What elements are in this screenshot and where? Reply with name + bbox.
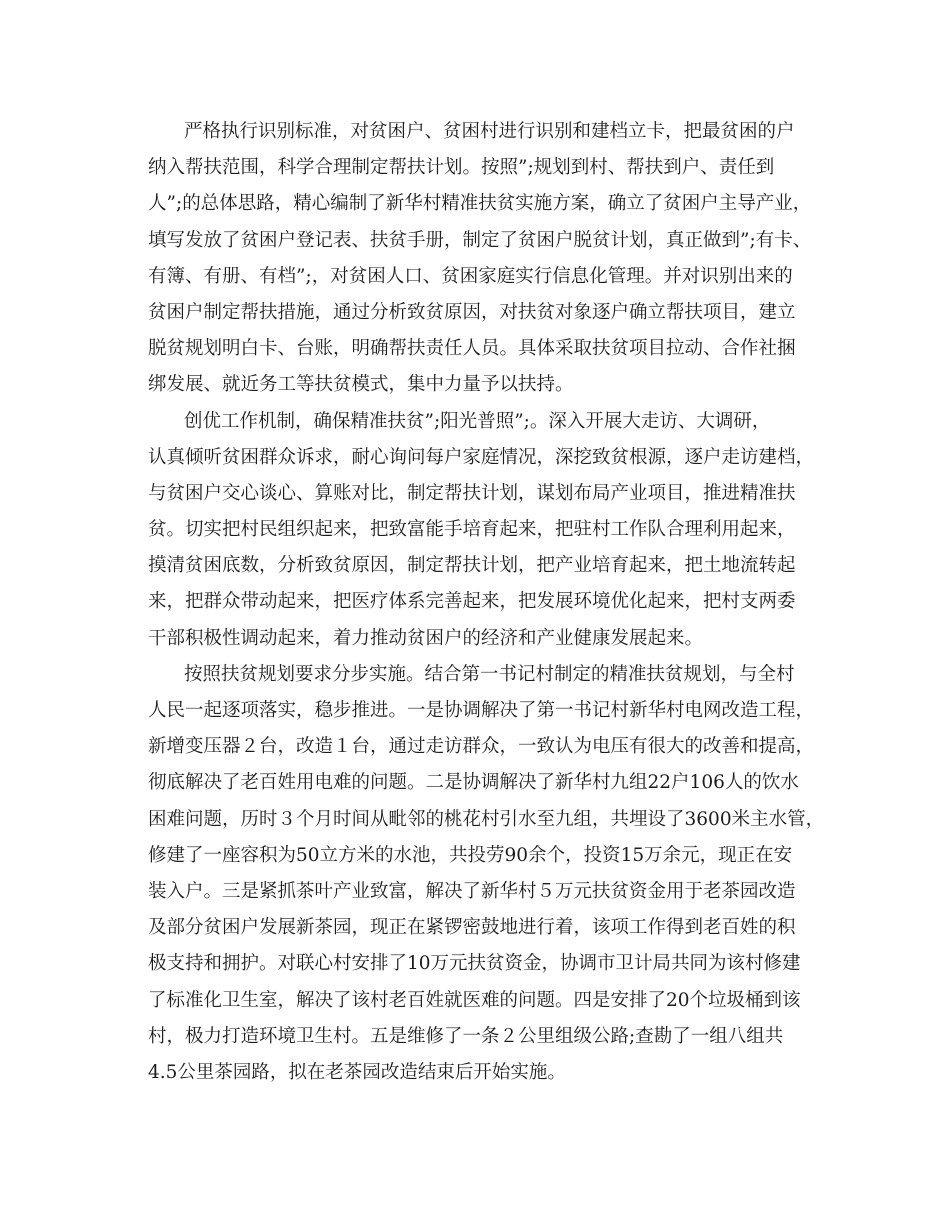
- text-line: 干部积极性调动起来，着力推动贫困户的经济和产业健康发展起来。: [148, 627, 704, 649]
- document-body: [148, 114, 825, 1091]
- text-line: 村，极力打造环境卫生村。五是维修了一条２公里组级公路;查勘了一组八组共: [148, 1025, 784, 1047]
- text-line: 摸清贫困底数，分析致贫原因，制定帮扶计划，把产业培育起来，把土地流转起: [148, 555, 796, 577]
- text-line: 装入户。三是紧抓茶叶产业致富，解决了新华村５万元扶贫资金用于老茶园改造: [148, 880, 796, 902]
- text-line: 贫困户制定帮扶措施，通过分析致贫原因，对扶贫对象逐户确立帮扶项目，建立: [148, 301, 796, 323]
- text-line: 按照扶贫规划要求分步实施。结合第一书记村制定的精准扶贫规划，与全村: [184, 663, 795, 685]
- text-line: 脱贫规划明白卡、台账，明确帮扶责任人员。具体采取扶贫项目拉动、合作社捆: [148, 338, 796, 360]
- paragraph-2: [148, 404, 815, 657]
- text-line: 及部分贫困户发展新茶园，现正在紧锣密鼓地进行着，该项工作得到老百姓的积: [148, 917, 796, 939]
- text-line: 纳入帮扶范围，科学合理制定帮扶计划。按照”;规划到村、帮扶到户、责任到: [148, 157, 775, 179]
- text-line: 人民一起逐项落实，稳步推进。一是协调解决了第一书记村新华村电网改造工程，: [148, 700, 815, 721]
- text-line: 新增变压器２台，改造１台，通过走访群众，一致认为电压有很大的改善和提高，: [148, 736, 815, 758]
- text-line: 彻底解决了老百姓用电难的问题。二是协调解决了新华村九组22户106人的饮水: [148, 772, 799, 794]
- text-line: 严格执行识别标准，对贫困户、贫困村进行识别和建档立卡，把最贫困的户: [184, 121, 795, 142]
- text-line: 创优工作机制，确保精准扶贫”;阳光普照”;。深入开展大走访、大调研，: [184, 410, 771, 432]
- text-line: 来，把群众带动起来，把医疗体系完善起来，把发展环境优化起来，把村支两委: [148, 591, 796, 613]
- text-line: 绑发展、就近务工等扶贫模式，集中力量予以扶持。: [148, 374, 574, 396]
- text-line: 了标准化卫生室，解决了该村老百姓就医难的问题。四是安排了20个垃圾桶到该: [148, 989, 801, 1011]
- text-line: 贫。切实把村民组织起来，把致富能手培育起来，把驻村工作队合理利用起来，: [148, 519, 796, 541]
- text-line: 填写发放了贫困户登记表、扶贫手册，制定了贫困户脱贫计划，真正做到”;有卡、: [148, 229, 812, 251]
- paragraph-3: [148, 657, 825, 1091]
- text-line: 有簿、有册、有档”;，对贫困人口、贫困家庭实行信息化管理。并对识别出来的: [148, 265, 793, 287]
- paragraph-1: [148, 114, 812, 404]
- text-line: 认真倾听贫困群众诉求，耐心询问每户家庭情况，深挖致贫根源，逐户走访建档，: [148, 446, 815, 468]
- text-line: 修建了一座容积为50立方米的水池，共投劳90余个，投资15万余元，现正在安: [148, 844, 793, 866]
- text-line: 困难问题，历时３个月时间从毗邻的桃花村引水至九组，共埋设了3600米主水管，: [148, 808, 825, 830]
- text-line: 人”;的总体思路，精心编制了新华村精准扶贫实施方案，确立了贫困户主导产业，: [148, 193, 812, 215]
- text-line: 与贫困户交心谈心、算账对比，制定帮扶计划，谋划布局产业项目，推进精准扶: [148, 482, 796, 504]
- text-line: 4.5公里茶园路，拟在老茶园改造结束后开始实施。: [148, 1061, 566, 1083]
- text-line: 极支持和拥护。对联心村安排了10万元扶贫资金，协调市卫计局共同为该村修建: [148, 953, 801, 975]
